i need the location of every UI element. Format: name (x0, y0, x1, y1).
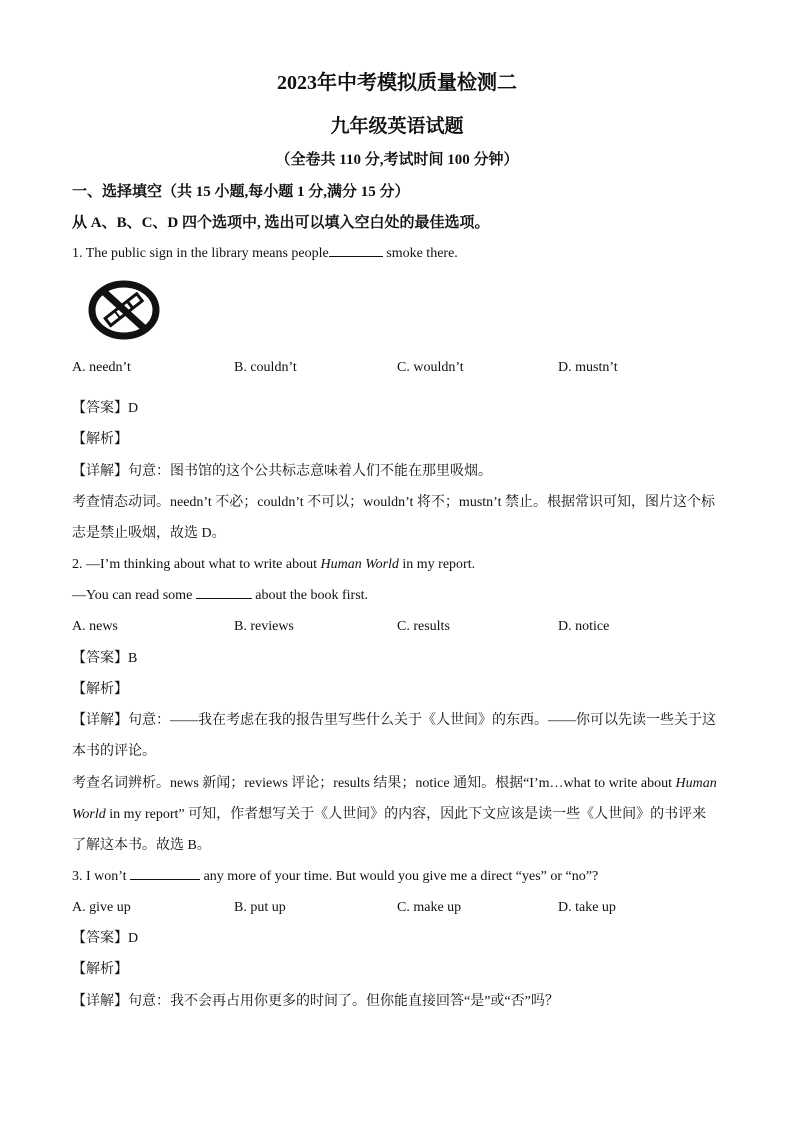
no-smoking-icon (86, 279, 162, 341)
exam-subtitle: 九年级英语试题 (330, 116, 464, 137)
q2-answer: 【答案】B (72, 651, 138, 666)
exam-title: 2023年中考模拟质量检测二 (277, 72, 517, 94)
q1-blank (329, 244, 383, 257)
q2-line2-before: —You can read some (72, 588, 196, 603)
q1-explain-2: 志是禁止吸烟，故选 D。 (72, 526, 226, 541)
q3-option-a: A. give up (72, 900, 131, 915)
q1-option-a: A. needn’t (72, 360, 131, 375)
q2-explain2-after: in my report” 可知，作者想写关于《人世间》的内容，因此下文应该是读一些《人世间》的书评来 (105, 807, 707, 822)
q1-stem-after: smoke there. (382, 246, 458, 261)
q2-option-a: A. news (72, 619, 118, 634)
q1-option-b: B. couldn’t (234, 360, 297, 375)
q2-explain2-italic: World (72, 807, 106, 822)
q1-detail: 【详解】句意：图书馆的这个公共标志意味着人们不能在那里吸烟。 (72, 464, 492, 479)
q2-explain-3: 了解这本书。故选 B。 (72, 838, 211, 853)
q1-stem (72, 244, 458, 264)
q3-stem-before: 3. I won’t (72, 869, 131, 884)
q1-option-c: C. wouldn’t (397, 360, 464, 375)
q1-answer: 【答案】D (72, 401, 139, 416)
q2-analysis: 【解析】 (72, 682, 128, 697)
q2-option-d: D. notice (558, 619, 610, 634)
q2-line-2 (72, 586, 368, 606)
q1-option-d: D. mustn’t (558, 360, 618, 375)
q2-line2-after: about the book first. (251, 588, 369, 603)
q3-option-b: B. put up (234, 900, 286, 915)
q2-explain-2 (72, 805, 706, 825)
q2-option-c: C. results (397, 619, 450, 634)
q3-stem (72, 867, 598, 887)
q3-option-c: C. make up (397, 900, 462, 915)
q2-book-title: Human World (320, 557, 399, 572)
q3-option-d: D. take up (558, 900, 616, 915)
q1-stem-before: 1. The public sign in the library means people (72, 246, 329, 261)
q3-stem-after: any more of your time. But would you give me a direct “yes” or “no”? (200, 869, 599, 884)
q2-line1-after: in my report. (398, 557, 476, 572)
q1-explain-1: 考查情态动词。needn’t 不必；couldn’t 不可以；wouldn’t 将不；mustn’t 禁止。根据常识可知，图片这个标 (72, 495, 715, 510)
q3-answer: 【答案】D (72, 931, 139, 946)
section-heading: 一、选择填空（共 15 小题,每小题 1 分,满分 15 分） (72, 184, 410, 200)
q3-analysis: 【解析】 (72, 962, 128, 977)
exam-note: （全卷共 110 分,考试时间 100 分钟） (275, 152, 519, 168)
q2-line-1 (72, 555, 475, 575)
q2-explain-1 (72, 774, 717, 794)
q2-explain1-italic: Human (675, 776, 717, 791)
q2-explain1-before: 考查名词辨析。news 新闻；reviews 评论；results 结果；notice 通知。根据“I’m…what to write about (72, 776, 676, 791)
q2-detail-1: 【详解】句意：——我在考虑在我的报告里写些什么关于《人世间》的东西。——你可以先读一些关于这 (72, 713, 716, 728)
q2-blank (196, 586, 252, 599)
q2-option-b: B. reviews (234, 619, 294, 634)
q2-line1-before: 2. —I’m thinking about what to write about (72, 557, 321, 572)
q1-analysis: 【解析】 (72, 432, 128, 447)
section-instruction: 从 A、B、C、D 四个选项中, 选出可以填入空白处的最佳选项。 (72, 215, 490, 231)
q3-blank (130, 867, 200, 880)
q3-detail: 【详解】句意：我不会再占用你更多的时间了。但你能直接回答“是”或“否”吗？ (72, 994, 559, 1009)
q2-detail-2: 本书的评论。 (72, 744, 156, 759)
